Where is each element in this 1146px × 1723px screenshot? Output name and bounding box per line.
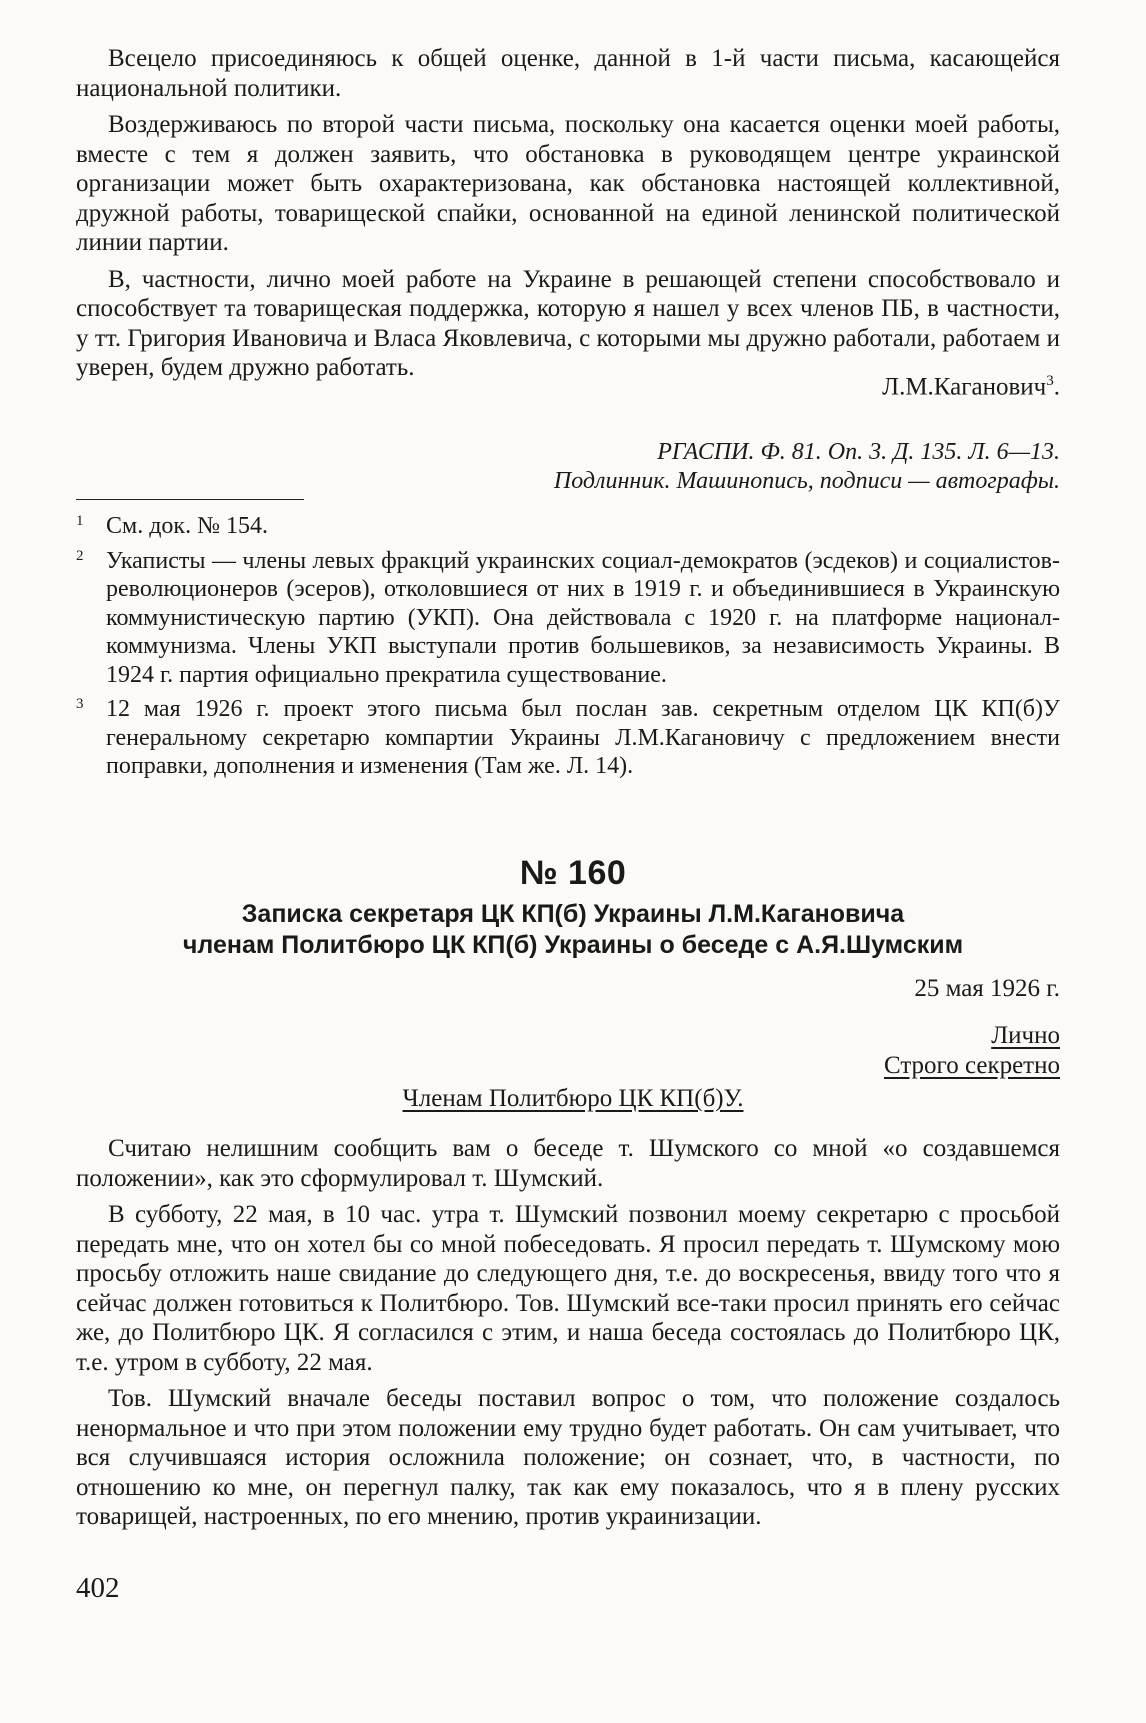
footnotes [76, 512, 1060, 787]
signature: Л.М.Каганович$^3$. [882, 373, 1060, 401]
footnote [76, 695, 1060, 781]
footnote-mark: 1 [76, 513, 84, 529]
document-title-line: членам Политбюро ЦК КП(б) Украины о беседе с А.Я.Шумским [182, 931, 964, 959]
archive-note: Подлинник. Машинопись, подписи — автографы. [553, 468, 1060, 494]
letter-paragraph: В, частности, лично моей работе на Украине в решающей степени способствовало и способствует та товарищеская поддержка, которую я нашел у всех членов ПБ, в частности, у тт. Григория Ивановича и Власа Яковлевича, с которыми мы дружно работали, работаем и уверен, будем дружно работать. [76, 265, 1060, 381]
document-date: 25 мая 1926 г. [914, 975, 1060, 1002]
footnote [76, 547, 1060, 690]
footnote-text: Укаписты — члены левых фракций украинских социал-демократов (эсдеков) и социалистов-революционеров (эсеров), отколовшиеся от них в 1919 г. и объединившиеся в Украинскую коммунистическую партию (УКП). Она действовала с 1920 г. на платформе национал-коммунизма. Члены УКП выступали против большевиков, за независимость Украины. В 1924 г. партия официально прекратила существование. [106, 547, 1060, 688]
note-paragraph: Считаю нелишним сообщить вам о беседе т. Шумского со мной «о создавшемся положении», как это сформулировал т. Шумский. [76, 1135, 1060, 1192]
letter-text-block [76, 44, 1060, 383]
footnote-text: 12 мая 1926 г. проект этого письма был послан зав. секретным отделом ЦК КП(б)У генеральному секретарю компартии Украины Л.М.Кагановичу с предложением внести поправки, дополнения и изменения (Там же. Л. 14). [106, 696, 1060, 779]
footnote-mark: 3 [76, 696, 84, 712]
letter-paragraph: Воздерживаюсь по второй части письма, поскольку она касается оценки моей работы, вместе с тем я должен заявить, что обстановка в руководящем центре украинской организации может быть охарактеризована, как обстановка настоящей коллективной, дружной работы, товарищеской спайки, основанной на единой ленинской политической линии партии. [76, 111, 1060, 256]
archive-reference [554, 438, 1060, 496]
stamp-personal: Лично [991, 1022, 1060, 1049]
note-paragraph: В субботу, 22 мая, в 10 час. утра т. Шумский позвонил моему секретарю с просьбой передать мне, что он хотел бы со мной побеседовать. Я просил передать т. Шумскому мою просьбу отложить наше свидание до следующего дня, т.е. до воскресенья, ввиду того что я сейчас должен готовиться к Политбюро. Тов. Шумский все-таки просил принять его сейчас же, до Политбюро ЦК. Я согласился с этим, и наша беседа состоялась до Политбюро ЦК, т.е. утром в субботу, 22 мая. [76, 1201, 1060, 1376]
document-title [0, 899, 1146, 961]
footnote-mark: 2 [76, 547, 84, 564]
addressee [0, 1085, 1146, 1113]
archive-ref: РГАСПИ. Ф. 81. Оп. 3. Д. 135. Л. 6—13. [657, 439, 1060, 465]
stamp-secret: Строго секретно [883, 1052, 1060, 1079]
letter-paragraph: Всецело присоединяюсь к общей оценке, данной в 1-й части письма, касающейся национальной политики. [76, 45, 1060, 102]
page-number: 402 [76, 1572, 120, 1604]
footnote [76, 512, 1060, 541]
document-title-line: Записка секретаря ЦК КП(б) Украины Л.М.Кагановича [241, 900, 905, 928]
footnote-text: См. док. № 154. [106, 513, 268, 539]
document-number: № 160 [519, 854, 627, 892]
footnote-divider [76, 499, 304, 500]
addressee-text: Членам Политбюро ЦК КП(б)У. [402, 1085, 744, 1112]
note-paragraph: Тов. Шумский вначале беседы поставил вопрос о том, что положение создалось ненормальное и что при этом положении ему трудно будет работать. Он сам учитывает, что вся случившаяся история осложнила положение; он сознает, что, в частности, по отношению ко мне, он перегнул палку, так как ему показалось, что я в плену русских товарищей, настроенных, по его мнению, против украинизации. [76, 1385, 1060, 1530]
signature-name: Л.М.Каганович [882, 373, 1047, 401]
note-text-block [76, 1134, 1060, 1532]
signature-footnote-mark: 3 [1046, 373, 1054, 389]
